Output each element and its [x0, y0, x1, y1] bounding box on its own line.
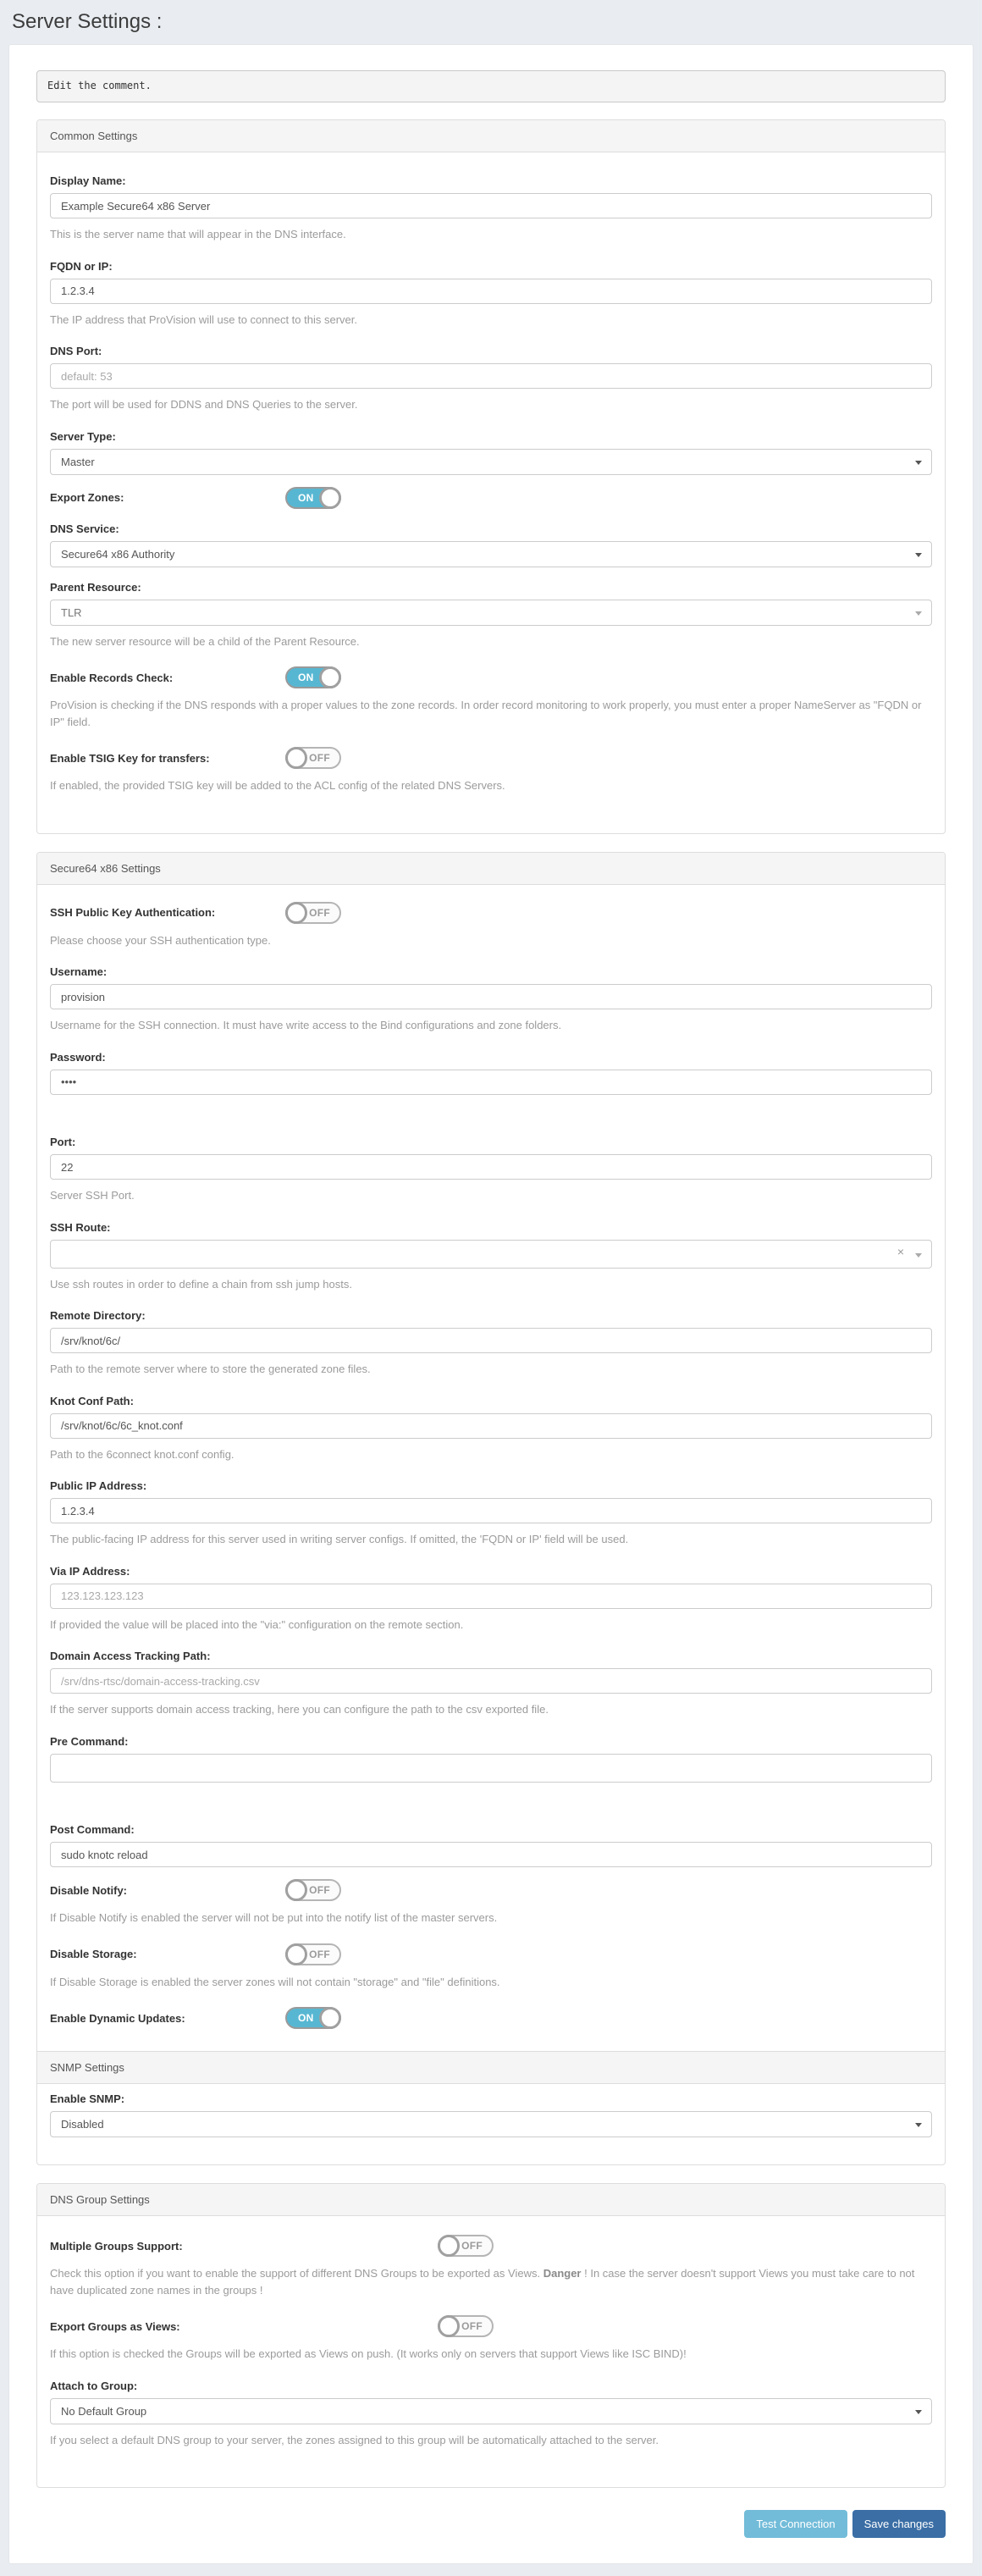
enable-snmp-label: Enable SNMP:	[50, 2092, 125, 2105]
remote-directory-help: Path to the remote server where to store the generated zone files.	[50, 1363, 371, 1375]
enable-tsig-toggle[interactable]	[285, 747, 341, 769]
field-public-ip	[50, 1479, 932, 1548]
field-enable-dynamic-updates	[50, 2007, 932, 2029]
toggle-state-text: ON	[298, 491, 314, 504]
enable-records-check-toggle[interactable]	[285, 666, 341, 688]
remote-directory-input[interactable]	[50, 1328, 932, 1353]
panel-dns-group-settings	[36, 2183, 946, 2488]
disable-notify-toggle[interactable]	[285, 1879, 341, 1901]
toggle-knob	[285, 902, 307, 924]
public-ip-input[interactable]	[50, 1498, 932, 1523]
test-connection-button[interactable]: Test Connection	[744, 2510, 847, 2538]
toggle-state-text: OFF	[461, 2320, 483, 2332]
field-enable-snmp	[50, 2092, 932, 2137]
enable-tsig-help: If enabled, the provided TSIG key will be added to the ACL config of the related DNS Servers.	[50, 779, 505, 792]
toggle-knob	[438, 2315, 460, 2337]
field-disable-storage	[50, 1943, 932, 1965]
display-name-help: This is the server name that will appear in the DNS interface.	[50, 228, 346, 240]
toggle-knob	[319, 2007, 341, 2029]
toggle-knob	[285, 747, 307, 769]
chevron-down-icon	[915, 2123, 922, 2127]
toggle-state-text: OFF	[461, 2240, 483, 2252]
field-enable-records-check	[50, 666, 932, 688]
field-post-command	[50, 1823, 932, 1867]
field-username	[50, 965, 932, 1034]
enable-records-check-help: ProVision is checking if the DNS responds with a proper values to the zone records. In order record monitoring to work properly, you must enter a proper NameServer as "FQDN or IP" field.	[50, 699, 922, 728]
panel-dns-group-heading: DNS Group Settings	[37, 2184, 945, 2216]
enable-dynamic-updates-toggle[interactable]	[285, 2007, 341, 2029]
password-input[interactable]	[50, 1070, 932, 1095]
ssh-route-help: Use ssh routes in order to define a chain from ssh jump hosts.	[50, 1277, 352, 1291]
enable-records-check-label: Enable Records Check:	[50, 671, 174, 684]
field-disable-notify	[50, 1879, 932, 1901]
post-command-input[interactable]	[50, 1842, 932, 1867]
via-ip-input[interactable]	[50, 1584, 932, 1609]
field-enable-tsig	[50, 747, 932, 769]
footer-actions	[36, 2510, 946, 2538]
dns-port-label: DNS Port:	[50, 345, 102, 357]
chevron-down-icon	[915, 553, 922, 557]
panel-secure64-settings	[36, 852, 946, 2166]
ssh-route-select[interactable]	[50, 1240, 932, 1269]
clear-icon[interactable]: ×	[896, 1244, 904, 1258]
panel-common-settings	[36, 119, 946, 834]
export-views-label: Export Groups as Views:	[50, 2319, 180, 2333]
parent-resource-help: The new server resource will be a child of the Parent Resource.	[50, 634, 360, 648]
toggle-state-text: OFF	[309, 1884, 330, 1896]
export-views-help: If this option is checked the Groups will be exported as Views on push. (It works only on servers that support Views like ISC BIND)!	[50, 2347, 687, 2360]
server-type-select[interactable]	[50, 449, 932, 475]
toggle-knob	[285, 1943, 307, 1965]
panel-snmp-heading: SNMP Settings	[37, 2051, 945, 2084]
chevron-down-icon	[915, 461, 922, 465]
display-name-input[interactable]	[50, 193, 932, 218]
export-zones-toggle[interactable]	[285, 487, 341, 509]
field-export-zones	[50, 487, 932, 509]
field-attach-group	[50, 2380, 932, 2449]
toggle-state-text: ON	[298, 2012, 314, 2024]
field-fqdn	[50, 260, 932, 329]
dns-port-input[interactable]	[50, 363, 932, 389]
settings-card	[8, 44, 974, 2564]
knot-conf-path-input[interactable]	[50, 1413, 932, 1439]
field-dns-service	[50, 522, 932, 567]
dns-service-value: Secure64 x86 Authority	[61, 547, 175, 561]
toggle-knob	[319, 487, 341, 509]
toggle-state-text: ON	[298, 672, 314, 683]
attach-group-help: If you select a default DNS group to your server, the zones assigned to this group will be automatically attached to the server.	[50, 2433, 659, 2446]
enable-snmp-value: Disabled	[61, 2118, 104, 2131]
port-help: Server SSH Port.	[50, 1189, 135, 1202]
knot-conf-path-label: Knot Conf Path:	[50, 1394, 134, 1407]
disable-storage-label: Disable Storage:	[50, 1948, 137, 1960]
disable-storage-help: If Disable Storage is enabled the server zones will not contain "storage" and "file" definitions.	[50, 1975, 500, 1988]
field-remote-directory	[50, 1309, 932, 1378]
username-input[interactable]	[50, 984, 932, 1009]
fqdn-help: The IP address that ProVision will use to connect to this server.	[50, 312, 357, 326]
field-via-ip	[50, 1565, 932, 1633]
field-server-type	[50, 430, 932, 475]
field-pre-command	[50, 1735, 932, 1807]
fqdn-input[interactable]	[50, 279, 932, 304]
port-label: Port:	[50, 1136, 76, 1148]
ssh-pubkey-label: SSH Public Key Authentication:	[50, 906, 216, 919]
toggle-knob	[438, 2235, 460, 2257]
chevron-down-icon	[915, 1253, 922, 1258]
field-ssh-route	[50, 1221, 932, 1293]
dns-service-select[interactable]	[50, 541, 932, 567]
toggle-state-text: OFF	[309, 1948, 330, 1960]
enable-tsig-label: Enable TSIG Key for transfers:	[50, 751, 210, 765]
field-ssh-pubkey	[50, 902, 932, 924]
field-knot-conf-path	[50, 1395, 932, 1463]
dns-port-help: The port will be used for DDNS and DNS Queries to the server.	[50, 398, 358, 411]
panel-common-heading: Common Settings	[37, 120, 945, 152]
enable-dynamic-updates-label: Enable Dynamic Updates:	[50, 2011, 185, 2025]
toggle-state-text: OFF	[309, 906, 330, 919]
disable-storage-toggle[interactable]	[285, 1943, 341, 1965]
toggle-knob	[319, 666, 341, 688]
domain-access-tracking-help: If the server supports domain access tracking, here you can configure the path to the csv exported file.	[50, 1703, 549, 1716]
multiple-groups-toggle[interactable]	[438, 2235, 494, 2257]
export-zones-label: Export Zones:	[50, 491, 124, 504]
dns-service-label: DNS Service:	[50, 522, 119, 535]
field-export-views	[50, 2315, 932, 2337]
toggle-state-text: OFF	[309, 752, 330, 764]
domain-access-tracking-label: Domain Access Tracking Path:	[50, 1650, 211, 1662]
ssh-pubkey-help: Please choose your SSH authentication type.	[50, 933, 271, 947]
post-command-label: Post Command:	[50, 1823, 135, 1836]
export-views-toggle[interactable]	[438, 2315, 494, 2337]
field-domain-access-tracking	[50, 1650, 932, 1718]
chevron-down-icon	[915, 2410, 922, 2414]
password-label: Password:	[50, 1050, 106, 1064]
via-ip-label: Via IP Address:	[50, 1564, 130, 1578]
public-ip-label: Public IP Address:	[50, 1479, 147, 1492]
username-label: Username:	[50, 965, 108, 978]
field-display-name	[50, 174, 932, 243]
field-port	[50, 1136, 932, 1204]
port-input[interactable]	[50, 1154, 932, 1180]
toggle-knob	[285, 1879, 307, 1901]
chevron-down-icon	[915, 611, 922, 616]
multiple-groups-help: Check this option if you want to enable the support of different DNS Groups to be exported as Views. Danger ! In case the server doesn't support Views you must take care to not have duplicated zone names in the groups !	[50, 2267, 915, 2297]
attach-group-select[interactable]	[50, 2398, 932, 2424]
display-name-label: Display Name:	[50, 174, 126, 187]
enable-snmp-select[interactable]	[50, 2111, 932, 2137]
attach-group-label: Attach to Group:	[50, 2379, 138, 2392]
disable-notify-help: If Disable Notify is enabled the server will not be put into the notify list of the master servers.	[50, 1911, 498, 1924]
field-password	[50, 1051, 932, 1119]
field-parent-resource	[50, 581, 932, 650]
parent-resource-select[interactable]	[50, 600, 932, 626]
remote-directory-label: Remote Directory:	[50, 1309, 146, 1322]
via-ip-help: If provided the value will be placed into the "via:" configuration on the remote section.	[50, 1617, 464, 1631]
domain-access-tracking-input[interactable]	[50, 1668, 932, 1694]
server-type-value: Master	[61, 455, 95, 468]
server-type-label: Server Type:	[50, 429, 116, 443]
ssh-route-label: SSH Route:	[50, 1220, 111, 1234]
field-dns-port	[50, 345, 932, 413]
pre-command-label: Pre Command:	[50, 1734, 129, 1748]
fqdn-label: FQDN or IP:	[50, 259, 113, 273]
public-ip-help: The public-facing IP address for this server used in writing server configs. If omitted, the 'FQDN or IP' field will be used.	[50, 1533, 629, 1545]
multiple-groups-label: Multiple Groups Support:	[50, 2239, 183, 2253]
knot-conf-path-help: Path to the 6connect knot.conf config.	[50, 1447, 234, 1461]
username-help: Username for the SSH connection. It must have write access to the Bind configurations and zone folders.	[50, 1019, 562, 1031]
parent-resource-label: Parent Resource:	[50, 580, 141, 594]
save-changes-button[interactable]: Save changes	[852, 2510, 946, 2538]
ssh-pubkey-toggle[interactable]	[285, 902, 341, 924]
panel-secure64-heading: Secure64 x86 Settings	[37, 853, 945, 885]
attach-group-value: No Default Group	[61, 2404, 147, 2418]
pre-command-input[interactable]	[50, 1754, 932, 1783]
danger-text: Danger	[543, 2267, 582, 2280]
parent-resource-value: TLR	[61, 605, 82, 619]
page-title: Server Settings :	[12, 10, 163, 33]
disable-notify-label: Disable Notify:	[50, 1883, 128, 1897]
field-multiple-groups	[50, 2235, 932, 2257]
comment-input[interactable]	[36, 70, 946, 102]
